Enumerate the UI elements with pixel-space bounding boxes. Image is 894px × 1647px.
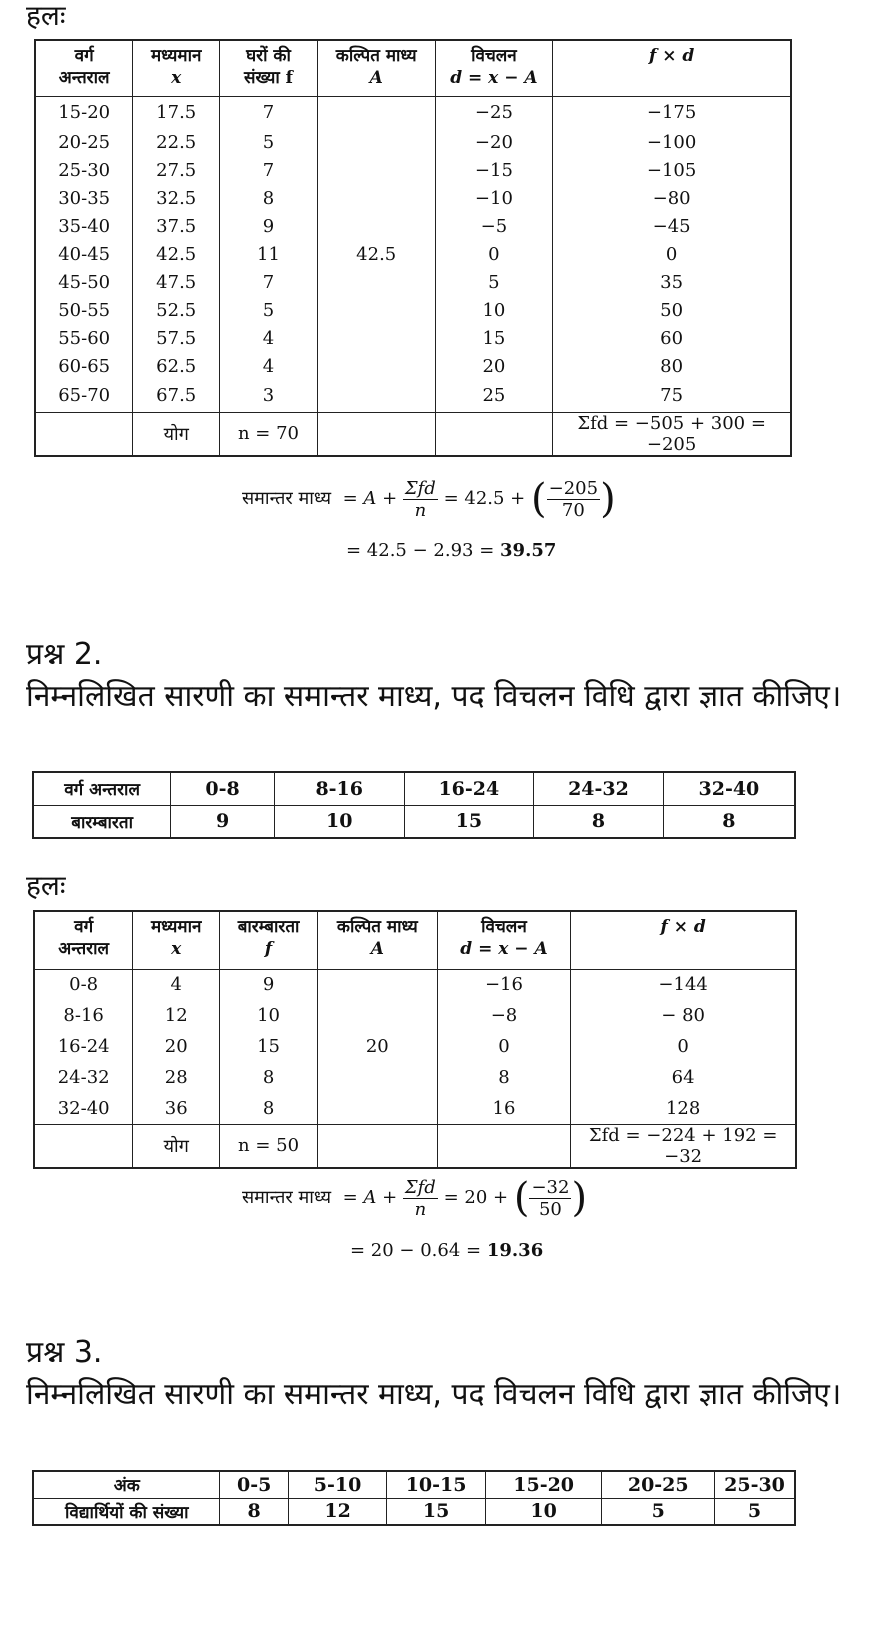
formula-mid: = 42.5 + (443, 488, 526, 509)
table-cell: −8 (437, 1000, 571, 1031)
mean-result-1: = 42.5 − 2.93 = 39.57 (346, 540, 557, 561)
table-cell: 0 (437, 1031, 571, 1062)
table-cell: 11 (220, 240, 318, 268)
total-cell: योग (133, 412, 220, 456)
table-cell: −144 (571, 969, 796, 1000)
total-cell (437, 1124, 571, 1168)
table-cell: 25-30 (35, 156, 133, 184)
table-cell: 32.5 (133, 184, 220, 212)
table-cell: 12 (133, 1000, 220, 1031)
table-cell: 20-25 (35, 128, 133, 156)
table-cell: 16-24 (34, 1031, 133, 1062)
question-2-title: प्रश्न 2. (26, 637, 103, 672)
table-cell: 7 (220, 96, 318, 128)
header-deviation: विचलन d = x − A (437, 911, 571, 969)
table-cell: 30-35 (35, 184, 133, 212)
table-cell: 20 (133, 1031, 220, 1062)
formula-lhs: = A + (342, 488, 398, 509)
table-cell: −100 (553, 128, 791, 156)
formula-label: समान्तर माध्य (242, 1187, 332, 1208)
table-cell: 80 (553, 352, 791, 380)
given-table-row (33, 772, 795, 805)
table-row (35, 240, 791, 268)
header-frequency: बारम्बारता f (220, 911, 318, 969)
table-cell: 24-32 (34, 1062, 133, 1093)
table-cell: 3 (220, 380, 318, 412)
table-cell: 7 (220, 156, 318, 184)
table-cell: −20 (435, 128, 553, 156)
solution-table-1 (34, 39, 792, 457)
table-cell: 10 (220, 1000, 318, 1031)
table-cell: 17.5 (133, 96, 220, 128)
table-cell (317, 268, 435, 296)
table-cell: 8 (220, 1062, 318, 1093)
given-cell: 5 (715, 1498, 795, 1525)
table-cell: 8 (220, 1093, 318, 1124)
table-cell: −175 (553, 96, 791, 128)
given-cell: 16-24 (404, 772, 534, 805)
table-cell: −105 (553, 156, 791, 184)
total-cell: Σfd = −505 + 300 = −205 (553, 412, 791, 456)
table-cell: −16 (437, 969, 571, 1000)
table-cell: 0 (435, 240, 553, 268)
given-cell: 0-8 (171, 772, 275, 805)
table-cell: 7 (220, 268, 318, 296)
table-cell: 42.5 (317, 240, 435, 268)
total-cell (435, 412, 553, 456)
table-cell: 20 (317, 1031, 437, 1062)
table-header-row (35, 40, 791, 96)
table-row (35, 156, 791, 184)
table-cell: 47.5 (133, 268, 220, 296)
table-cell: 5 (435, 268, 553, 296)
table-cell (317, 1000, 437, 1031)
formula-mid: = 20 + (443, 1187, 509, 1208)
table-row (34, 1093, 796, 1124)
table-cell (317, 969, 437, 1000)
solution-label: हलः (26, 0, 66, 32)
formula-label: समान्तर माध्य (242, 488, 332, 509)
given-cell: 8 (220, 1498, 288, 1525)
given-row-label: वर्ग अन्तराल (33, 772, 171, 805)
table-cell: 60-65 (35, 352, 133, 380)
mean-result-value: 39.57 (500, 540, 557, 561)
table-cell: 75 (553, 380, 791, 412)
table-cell: 4 (220, 352, 318, 380)
table-cell: 37.5 (133, 212, 220, 240)
question-3-title: प्रश्न 3. (26, 1335, 103, 1370)
table-row (34, 1000, 796, 1031)
given-cell: 15 (404, 805, 534, 838)
table-cell: 0 (571, 1031, 796, 1062)
table-cell: 62.5 (133, 352, 220, 380)
total-cell (35, 412, 133, 456)
mean-result-value: 19.36 (486, 1240, 544, 1261)
total-cell: योग (133, 1124, 220, 1168)
table-cell: 10 (435, 296, 553, 324)
solution-label-2: हलः (26, 869, 66, 902)
table-cell: 27.5 (133, 156, 220, 184)
table-row (35, 352, 791, 380)
header-class-interval: वर्ग अन्तराल (35, 40, 133, 96)
table-cell (317, 1093, 437, 1124)
table-header-row (34, 911, 796, 969)
header-assumed-mean: कल्पित माध्य A (317, 40, 435, 96)
table-cell: 32-40 (34, 1093, 133, 1124)
given-cell: 0-5 (220, 1471, 288, 1498)
table-cell (317, 380, 435, 412)
table-cell: 67.5 (133, 380, 220, 412)
table-cell: −5 (435, 212, 553, 240)
given-row-label: विद्यार्थियों की संख्या (33, 1498, 220, 1525)
table-cell: −80 (553, 184, 791, 212)
table-cell: 0-8 (34, 969, 133, 1000)
table-cell: 42.5 (133, 240, 220, 268)
header-midvalue: मध्यमान x (133, 40, 220, 96)
question-2-text: निम्नलिखित सारणी का समान्तर माध्य, पद विचलन विधि द्वारा ज्ञात कीजिए। (26, 679, 842, 714)
table-row (35, 268, 791, 296)
header-midvalue: मध्यमान x (133, 911, 220, 969)
table-cell: 15 (435, 324, 553, 352)
total-cell (34, 1124, 133, 1168)
table-cell: 16 (437, 1093, 571, 1124)
table-cell: 15 (220, 1031, 318, 1062)
table-cell: 8 (437, 1062, 571, 1093)
table-cell: 50-55 (35, 296, 133, 324)
table-row (35, 324, 791, 352)
table-cell: 9 (220, 969, 318, 1000)
table-cell: 60 (553, 324, 791, 352)
table-cell (317, 352, 435, 380)
table-cell: 28 (133, 1062, 220, 1093)
given-row-label: अंक (33, 1471, 220, 1498)
given-table-row (33, 805, 795, 838)
formula-lhs: = A + (342, 1187, 398, 1208)
table-cell: 15-20 (35, 96, 133, 128)
table-cell: 0 (553, 240, 791, 268)
question-2-table (32, 771, 796, 839)
given-cell: 25-30 (715, 1471, 795, 1498)
table-cell: 65-70 (35, 380, 133, 412)
total-cell: n = 70 (220, 412, 318, 456)
mean-formula-1: समान्तर माध्य = A + $\frac{\text{Σfd}}{n}$ = 42.5 + ( $\frac{-205}{70}$ ) (242, 476, 616, 522)
table-cell: −10 (435, 184, 553, 212)
header-assumed-mean: कल्पित माध्य A (317, 911, 437, 969)
table-cell (317, 96, 435, 128)
given-cell: 8 (663, 805, 795, 838)
table-cell: 4 (133, 969, 220, 1000)
table-row (35, 296, 791, 324)
table-cell: 57.5 (133, 324, 220, 352)
table-row (34, 969, 796, 1000)
table-row (34, 1031, 796, 1062)
table-cell: 4 (220, 324, 318, 352)
table-cell: −45 (553, 212, 791, 240)
given-cell: 9 (171, 805, 275, 838)
table-cell: 5 (220, 128, 318, 156)
given-cell: 20-25 (602, 1471, 715, 1498)
table-cell: 20 (435, 352, 553, 380)
table-cell: 40-45 (35, 240, 133, 268)
given-cell: 10 (485, 1498, 602, 1525)
given-cell: 10-15 (387, 1471, 486, 1498)
table-cell: 35 (553, 268, 791, 296)
given-table-row (33, 1498, 795, 1525)
table-cell: 64 (571, 1062, 796, 1093)
table-cell: 9 (220, 212, 318, 240)
total-cell (317, 412, 435, 456)
table-cell (317, 1062, 437, 1093)
table-row (35, 96, 791, 128)
header-fd: f × d (571, 911, 796, 969)
table-cell (317, 212, 435, 240)
given-table-row (33, 1471, 795, 1498)
formula-value-fraction: $\frac{-205}{70}$ (548, 477, 599, 521)
given-cell: 5 (602, 1498, 715, 1525)
given-cell: 10 (274, 805, 404, 838)
table-cell: 22.5 (133, 128, 220, 156)
table-row (35, 128, 791, 156)
solution-table-2 (33, 910, 797, 1169)
table-row (35, 184, 791, 212)
table-cell: 128 (571, 1093, 796, 1124)
table-row (34, 1062, 796, 1093)
table-cell (317, 324, 435, 352)
given-cell: 15-20 (485, 1471, 602, 1498)
given-cell: 15 (387, 1498, 486, 1525)
table-cell: −25 (435, 96, 553, 128)
table-cell: 8 (220, 184, 318, 212)
table-cell: 36 (133, 1093, 220, 1124)
table-cell: 50 (553, 296, 791, 324)
given-cell: 24-32 (534, 772, 664, 805)
total-cell: n = 50 (220, 1124, 318, 1168)
given-cell: 32-40 (663, 772, 795, 805)
header-class-interval: वर्ग अन्तराल (34, 911, 133, 969)
mean-result-2: = 20 − 0.64 = 19.36 (350, 1240, 544, 1261)
table-cell (317, 128, 435, 156)
formula-fraction: $\frac{\text{Σfd}}{n}$ (404, 477, 436, 521)
header-fd: f × d (553, 40, 791, 96)
table-cell (317, 156, 435, 184)
total-cell: Σfd = −224 + 192 = −32 (571, 1124, 796, 1168)
question-3-text: निम्नलिखित सारणी का समान्तर माध्य, पद विचलन विधि द्वारा ज्ञात कीजिए। (26, 1377, 842, 1412)
table-cell: 35-40 (35, 212, 133, 240)
table-cell: 45-50 (35, 268, 133, 296)
table-cell (317, 184, 435, 212)
formula-fraction: $\frac{\text{Σfd}}{n}$ (404, 1176, 436, 1220)
table-cell (317, 296, 435, 324)
formula-value-fraction: $\frac{-32}{50}$ (531, 1176, 570, 1220)
given-cell: 5-10 (288, 1471, 387, 1498)
table-cell: 5 (220, 296, 318, 324)
mean-formula-2: समान्तर माध्य = A + $\frac{\text{Σfd}}{n}$ = 20 + ( $\frac{-32}{50}$ ) (242, 1175, 588, 1221)
table-cell: 55-60 (35, 324, 133, 352)
table-row (35, 380, 791, 412)
given-cell: 8-16 (274, 772, 404, 805)
given-cell: 12 (288, 1498, 387, 1525)
total-cell (317, 1124, 437, 1168)
given-row-label: बारम्बारता (33, 805, 171, 838)
table-cell: − 80 (571, 1000, 796, 1031)
given-cell: 8 (534, 805, 664, 838)
table-cell: 25 (435, 380, 553, 412)
total-row (35, 412, 791, 456)
table-cell: 52.5 (133, 296, 220, 324)
table-row (35, 212, 791, 240)
total-row (34, 1124, 796, 1168)
header-frequency: घरों की संख्या f (220, 40, 318, 96)
header-deviation: विचलन d = x − A (435, 40, 553, 96)
table-cell: 8-16 (34, 1000, 133, 1031)
table-cell: −15 (435, 156, 553, 184)
question-3-table (32, 1470, 796, 1526)
